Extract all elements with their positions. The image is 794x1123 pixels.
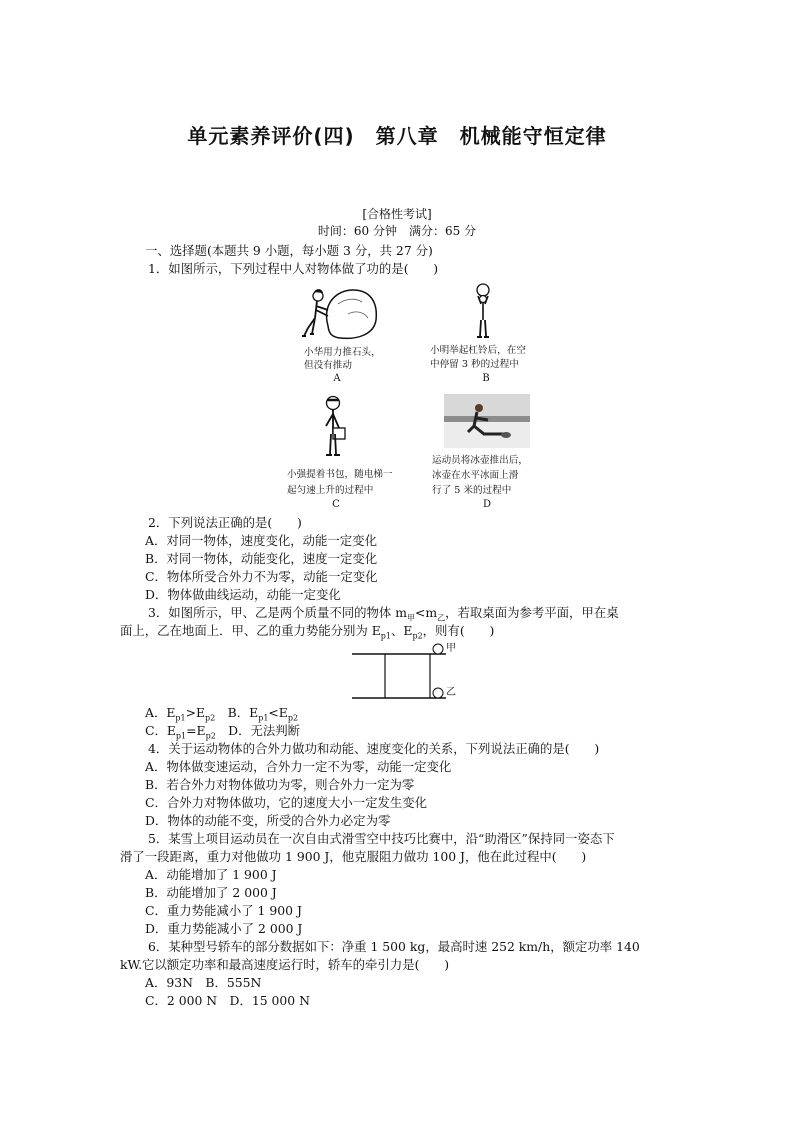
q1-caption-b-line1: 小明举起杠铃后，在空 [430,345,526,356]
page-title: 单元素养评价(四) 第八章 机械能守恒定律 [187,124,607,148]
q6-stem-line2: kW.它以额定功率和最高速度运行时，轿车的牵引力是( ) [120,957,450,972]
q1-figure-b [470,282,496,342]
q2-stem: 2．下列说法正确的是( ) [148,515,302,530]
q4-option-a: A．物体做变速运动，合外力一定不为零，动能一定变化 [145,759,452,774]
q2-option-d: D．物体做曲线运动，动能一定变化 [145,587,341,602]
q1-caption-b-line2: 中停留 3 秒的过程中 [430,359,519,370]
q4-stem: 4．关于运动物体的合外力做功和动能、速度变化的关系，下列说法正确的是( ) [148,741,600,756]
q1-caption-d-line3: 行了 5 米的过程中 [432,485,512,496]
q1-caption-c-line2: 起匀速上升的过程中 [287,485,374,496]
q3-label-jia: 甲 [446,643,456,654]
q1-caption-d-line1: 运动员将冰壶推出后， [432,455,528,466]
q1-stem: 1．如图所示，下列过程中人对物体做了功的是( ) [148,261,439,276]
q1-label-d: D [482,499,492,510]
q5-option-d: D．重力势能减小了 2 000 J [145,921,303,936]
q2-option-c: C．物体所受合外力不为零，动能一定变化 [145,569,378,584]
exam-info: 时间：60 分钟 满分：65 分 [317,224,477,238]
q4-option-b: B．若合外力对物体做功为零，则合外力一定为零 [145,777,415,792]
q1-label-a: A [333,373,341,384]
q3-options-cd: C．$E_{p1}=E_{p2}$ D．无法判断 [145,723,301,741]
q1-label-c: C [332,499,340,510]
q6-stem-line1: 6．某种型号轿车的部分数据如下：净重 1 500 kg，最高时速 252 km/h，额定功率 140 [148,939,640,954]
q6-options-cd: C．2 000 N D．15 000 N [145,993,310,1008]
exam-type: [合格性考试] [362,207,432,221]
q3-label-yi: 乙 [446,687,456,698]
q3-options-ab: A．$E_{p1}>E_{p2}$ B．$E_{p1}<E_{p2}$ [145,705,299,723]
q3-stem-line2: 面上，乙在地面上．甲、乙的重力势能分别为 $E_{p1}$、$E_{p2}$，则有( ) [120,623,495,641]
q2-option-a: A．对同一物体，速度变化，动能一定变化 [145,533,377,548]
q4-option-c: C．合外力对物体做功，它的速度大小一定发生变化 [145,795,428,810]
q1-caption-d-line2: 冰壶在水平冰面上滑 [432,470,519,481]
q5-option-a: A．动能增加了 1 900 J [145,867,277,882]
q4-option-d: D．物体的动能不变，所受的合外力必定为零 [145,813,391,828]
q6-options-ab: A．93N B．555N [145,975,262,990]
q5-option-b: B．动能增加了 2 000 J [145,885,277,900]
q1-caption-a-line1: 小华用力推石头， [304,347,381,358]
q1-caption-a-line2: 但没有推动 [304,360,352,371]
q1-figure-a [298,284,380,344]
q1-figure-d [444,394,530,448]
section-heading: 一、选择题(本题共 9 小题，每小题 3 分，共 27 分) [145,243,433,258]
q5-stem-line2: 滑了一段距离，重力对他做功 1 900 J，他克服阻力做功 100 J，他在此过程中( ) [120,849,587,864]
q2-option-b: B．对同一物体，动能变化，速度一定变化 [145,551,378,566]
q1-caption-c-line1: 小强提着书包，随电梯一 [287,469,393,480]
q5-stem-line1: 5．某雪上项目运动员在一次自由式滑雪空中技巧比赛中，沿“助滑区”保持同一姿态下 [148,831,615,846]
q5-option-c: C．重力势能减小了 1 900 J [145,903,302,918]
q1-label-b: B [482,373,490,384]
q1-figure-c [318,394,348,462]
q3-stem-line1: 3．如图所示，甲、乙是两个质量不同的物体 $m_甲<m_乙$，若取桌面为参考平面，甲在桌 [148,605,619,623]
